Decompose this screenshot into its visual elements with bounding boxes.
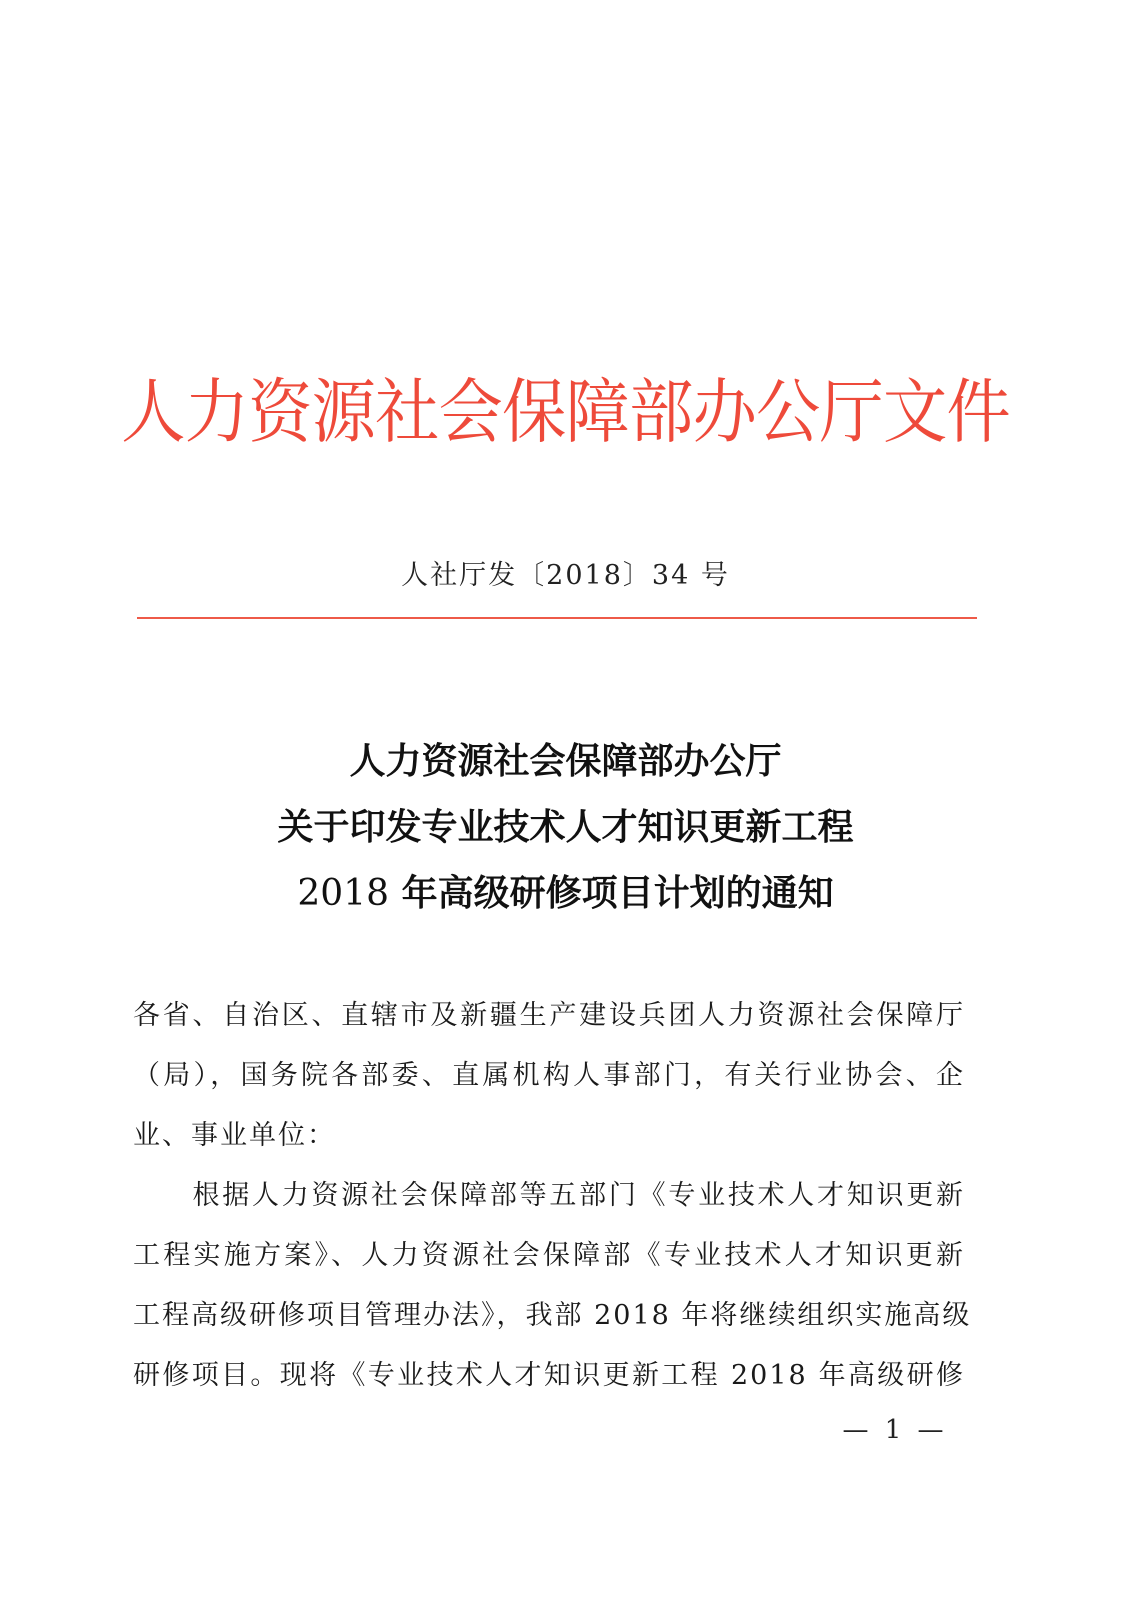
document-number: 人社厅发〔2018〕34 号 xyxy=(401,560,730,591)
body-line: 各省、自治区、直辖市及新疆生产建设兵团人力资源社会保障厅 xyxy=(133,1000,965,1031)
red-divider-line xyxy=(137,617,977,619)
body-line: 根据人力资源社会保障部等五部门《专业技术人才知识更新 xyxy=(133,1180,965,1211)
body-line: 工程高级研修项目管理办法》，我部 2018 年将继续组织实施高级 xyxy=(133,1300,972,1331)
document-title xyxy=(0,728,1131,927)
title-line-3-text: 年高级研修项目计划的通知 xyxy=(389,872,834,914)
title-line-2: 关于印发专业技术人才知识更新工程 xyxy=(277,806,854,848)
document-body xyxy=(133,986,972,1406)
title-line-1: 人力资源社会保障部办公厅 xyxy=(349,740,782,782)
body-line: 业、事业单位： xyxy=(133,1120,336,1151)
body-line: 研修项目。现将《专业技术人才知识更新工程 2018 年高级研修 xyxy=(133,1360,965,1391)
page-number: — 1 — xyxy=(842,1415,948,1445)
title-line-3 xyxy=(0,860,1131,927)
body-line: 工程实施方案》、人力资源社会保障部《专业技术人才知识更新 xyxy=(133,1240,965,1271)
title-year: 2018 xyxy=(297,873,390,914)
issuer-heading: 人力资源社会保障部办公厅文件 xyxy=(121,371,1010,453)
body-line: （局），国务院各部委、直属机构人事部门，有关行业协会、企 xyxy=(133,1060,965,1091)
